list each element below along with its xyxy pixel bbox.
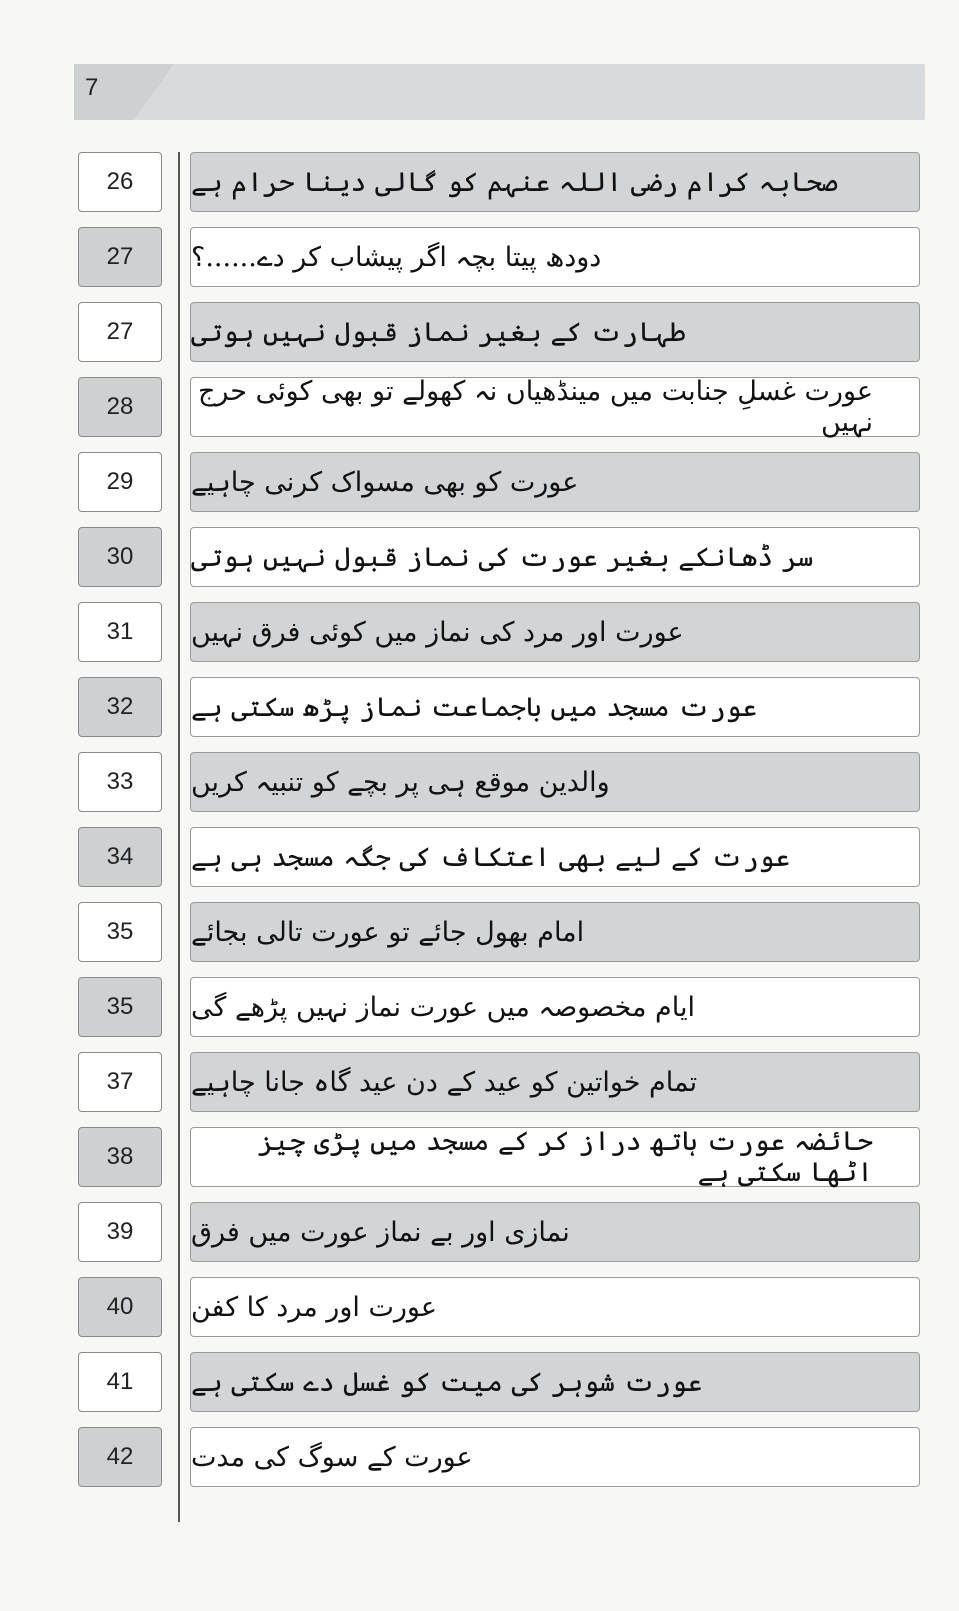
toc-row[interactable] (0, 600, 959, 664)
toc-entry-text: دودھ پیتا بچہ اگر پیشاب کر دے......؟ (191, 241, 602, 273)
toc-entry-text: صحابہ کرام رضی اللہ عنہم کو گالی دینا حرام ہے (191, 166, 838, 198)
toc-row[interactable] (0, 675, 959, 739)
toc-page-number: 35 (78, 902, 162, 962)
toc-page-number: 32 (78, 677, 162, 737)
toc-page-number: 42 (78, 1427, 162, 1487)
toc-entry-text: تمام خواتین کو عید کے دن عید گاہ جانا چاہیے (191, 1066, 698, 1098)
toc-page-number: 27 (78, 227, 162, 287)
toc-row[interactable] (0, 375, 959, 439)
toc-entry-title[interactable] (190, 302, 920, 362)
toc-entry-text: حائضہ عورت ہاتھ دراز کر کے مسجد میں پڑی چیز اٹھا سکتی ہے (257, 1126, 873, 1188)
toc-row[interactable] (0, 525, 959, 589)
toc-entry-text: امام بھول جائے تو عورت تالی بجائے (191, 916, 585, 948)
toc-row[interactable] (0, 975, 959, 1039)
toc-row[interactable] (0, 225, 959, 289)
toc-entry-text: عورت کو بھی مسواک کرنی چاہیے (191, 466, 579, 498)
toc-row[interactable] (0, 750, 959, 814)
toc-page-number: 29 (78, 452, 162, 512)
toc-row[interactable] (0, 1200, 959, 1264)
toc-page-number: 26 (78, 152, 162, 212)
toc-row[interactable] (0, 1125, 959, 1189)
toc-entry-text: عورت کے لیے بھی اعتکاف کی جگہ مسجد ہی ہے (191, 841, 791, 873)
toc-entry-text: عورت غسلِ جنابت میں مینڈھیاں نہ کھولے تو بھی کوئی حرج نہیں (197, 376, 873, 438)
toc-entry-title[interactable] (190, 752, 920, 812)
toc-entry-title[interactable] (190, 827, 920, 887)
toc-entry-title[interactable] (190, 152, 920, 212)
toc-entry-text: نمازی اور بے نماز عورت میں فرق (191, 1216, 570, 1248)
toc-entry-text: والدین موقع ہی پر بچے کو تنبیہ کریں (191, 766, 610, 798)
toc-row[interactable] (0, 900, 959, 964)
toc-entry-title[interactable] (190, 377, 920, 437)
toc-page-number: 39 (78, 1202, 162, 1262)
toc-row[interactable] (0, 1275, 959, 1339)
toc-row[interactable] (0, 150, 959, 214)
toc-page-number: 40 (78, 1277, 162, 1337)
toc-row[interactable] (0, 1425, 959, 1489)
toc-entry-text: طہارت کے بغیر نماز قبول نہیں ہوتی (191, 316, 686, 348)
toc-entry-text: سر ڈھانکے بغیر عورت کی نماز قبول نہیں ہوتی (191, 541, 814, 573)
toc-entry-text: عورت اور مرد کا کفن (191, 1291, 437, 1323)
toc-entry-text: عورت شوہر کی میت کو غسل دے سکتی ہے (191, 1366, 703, 1398)
toc-entry-title[interactable] (190, 452, 920, 512)
toc-entry-text: عورت اور مرد کی نماز میں کوئی فرق نہیں (191, 616, 684, 648)
toc-entry-title[interactable] (190, 1352, 920, 1412)
toc-page-number: 41 (78, 1352, 162, 1412)
toc-entry-title[interactable] (190, 1202, 920, 1262)
toc-row[interactable] (0, 1350, 959, 1414)
toc-page-number: 31 (78, 602, 162, 662)
toc-entry-title[interactable] (190, 902, 920, 962)
toc-entry-title[interactable] (190, 602, 920, 662)
toc-page-number: 30 (78, 527, 162, 587)
toc-entry-title[interactable] (190, 227, 920, 287)
toc-row[interactable] (0, 1050, 959, 1114)
toc-page-number: 33 (78, 752, 162, 812)
toc-entry-title[interactable] (190, 1127, 920, 1187)
toc-row[interactable] (0, 825, 959, 889)
toc-entry-text: عورت مسجد میں باجماعت نماز پڑھ سکتی ہے (191, 691, 758, 723)
toc-page-number: 34 (78, 827, 162, 887)
page-number: 7 (85, 74, 99, 101)
toc-page-number: 38 (78, 1127, 162, 1187)
toc-row[interactable] (0, 450, 959, 514)
toc-page-number: 35 (78, 977, 162, 1037)
toc-page-number: 28 (78, 377, 162, 437)
toc-entry-title[interactable] (190, 677, 920, 737)
toc-entry-title[interactable] (190, 1427, 920, 1487)
toc-entry-text: عورت کے سوگ کی مدت (191, 1441, 473, 1473)
toc-entry-title[interactable] (190, 1052, 920, 1112)
toc-entry-title[interactable] (190, 527, 920, 587)
toc-entry-title[interactable] (190, 977, 920, 1037)
toc-row[interactable] (0, 300, 959, 364)
toc-page-number: 27 (78, 302, 162, 362)
toc-entry-title[interactable] (190, 1277, 920, 1337)
toc-entry-text: ایام مخصوصہ میں عورت نماز نہیں پڑھے گی (191, 991, 695, 1023)
toc-page-number: 37 (78, 1052, 162, 1112)
